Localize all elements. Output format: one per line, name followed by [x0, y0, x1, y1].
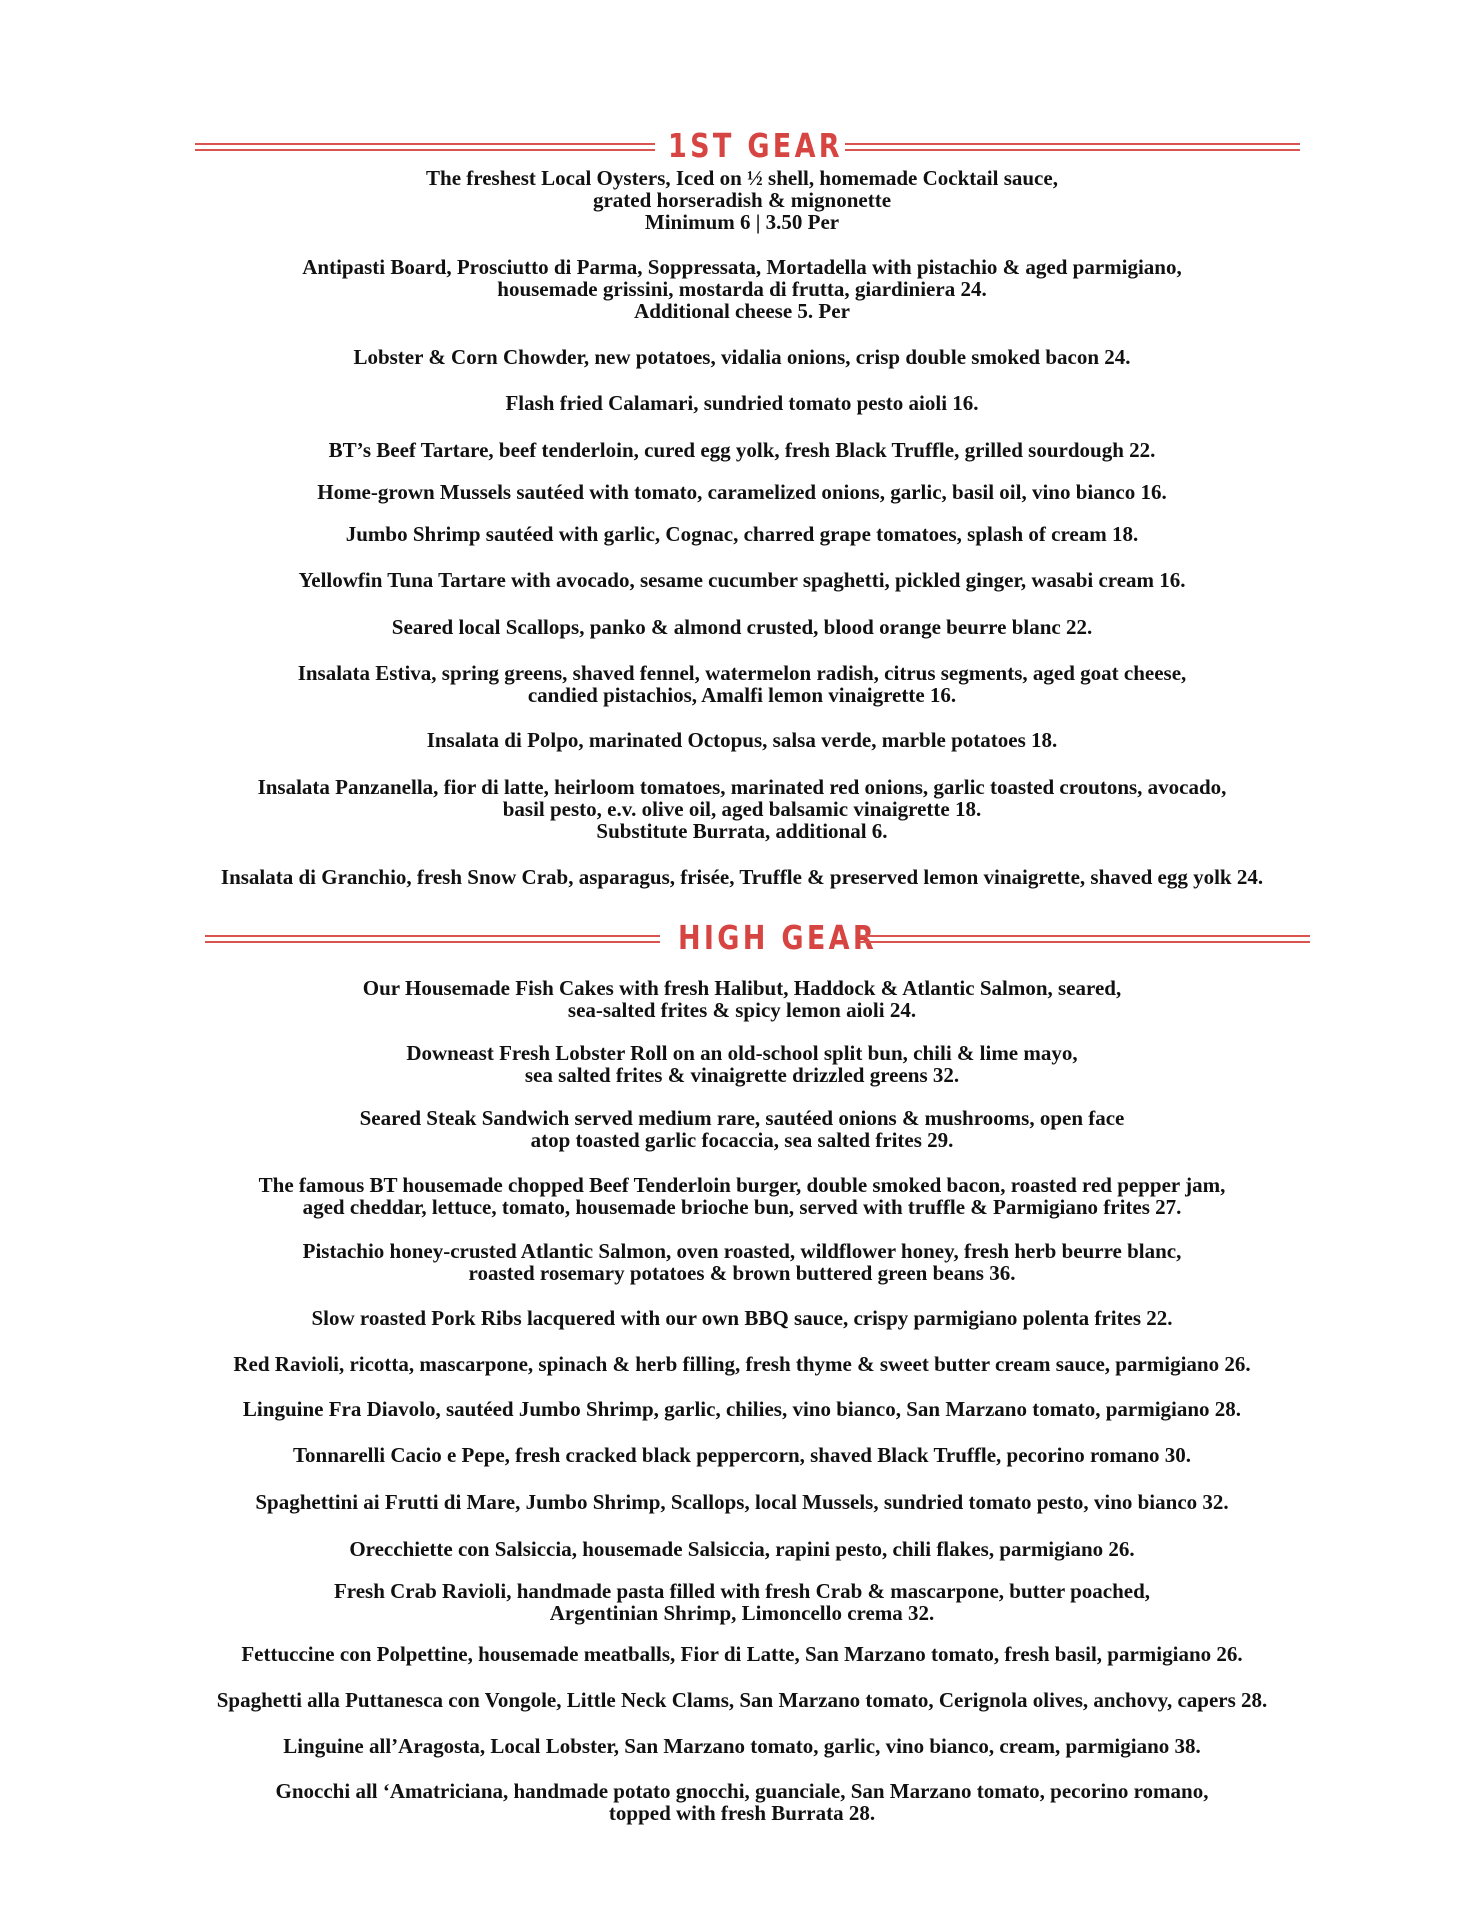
menu-item-line: Orecchiette con Salsiccia, housemade Salsiccia, rapini pesto, chili flakes, parmigiano 26. [349, 1537, 1135, 1561]
menu-item-line: BT’s Beef Tartare, beef tenderloin, cured egg yolk, fresh Black Truffle, grilled sourdough 22. [328, 438, 1156, 462]
menu-item-line: Linguine all’Aragosta, Local Lobster, San Marzano tomato, garlic, vino bianco, cream, parmigiano 38. [283, 1734, 1201, 1758]
menu-item-line: Yellowfin Tuna Tartare with avocado, sesame cucumber spaghetti, pickled ginger, wasabi cream 16. [298, 568, 1186, 592]
menu-item-tuna-tartare [0, 569, 1484, 591]
menu-item-line: Fresh Crab Ravioli, handmade pasta filled with fresh Crab & mascarpone, butter poached, [333, 1579, 1151, 1603]
menu-item-spaghettini-frutti-di-mare [0, 1491, 1484, 1513]
menu-item-line: basil pesto, e.v. olive oil, aged balsamic vinaigrette 18. [502, 797, 982, 821]
menu-item-line: roasted rosemary potatoes & brown buttered green beans 36. [468, 1261, 1016, 1285]
menu-item-line: Substitute Burrata, additional 6. [596, 819, 888, 843]
menu-item-jumbo-shrimp [0, 523, 1484, 545]
menu-item-spaghetti-puttanesca [0, 1689, 1484, 1711]
menu-item-tonnarelli [0, 1444, 1484, 1466]
menu-item-orecchiette [0, 1538, 1484, 1560]
menu-item-line: Antipasti Board, Prosciutto di Parma, Soppressata, Mortadella with pistachio & aged parmigiano, [302, 255, 1182, 279]
menu-item-line: atop toasted garlic focaccia, sea salted frites 29. [530, 1128, 954, 1152]
menu-item-line: Our Housemade Fish Cakes with fresh Halibut, Haddock & Atlantic Salmon, seared, [362, 976, 1122, 1000]
menu-item-antipasti-board [0, 256, 1484, 322]
menu-item-steak-sandwich [0, 1107, 1484, 1151]
menu-item-lobster-chowder [0, 346, 1484, 368]
header-rule-left [205, 935, 660, 943]
menu-item-red-ravioli [0, 1353, 1484, 1375]
menu-item-beef-tartare [0, 439, 1484, 461]
header-rule-left [195, 143, 655, 151]
menu-item-line: Spaghetti alla Puttanesca con Vongole, Little Neck Clams, San Marzano tomato, Cerignola olives, anchovy, capers 28. [216, 1688, 1268, 1712]
menu-item-linguine-aragosta [0, 1735, 1484, 1757]
menu-item-pork-ribs [0, 1307, 1484, 1329]
menu-item-mussels [0, 481, 1484, 503]
section-title: HIGH GEAR [678, 918, 877, 957]
menu-item-line: topped with fresh Burrata 28. [608, 1801, 876, 1825]
menu-item-line: Insalata di Granchio, fresh Snow Crab, asparagus, frisée, Truffle & preserved lemon vinaigrette, shaved egg yolk 24. [220, 865, 1264, 889]
menu-item-line: Lobster & Corn Chowder, new potatoes, vidalia onions, crisp double smoked bacon 24. [353, 345, 1131, 369]
menu-item-line: sea-salted frites & spicy lemon aioli 24. [567, 998, 917, 1022]
menu-item-line: Linguine Fra Diavolo, sautéed Jumbo Shrimp, garlic, chilies, vino bianco, San Marzano tomato, parmigiano 28. [242, 1397, 1242, 1421]
menu-item-line: The freshest Local Oysters, Iced on ½ shell, homemade Cocktail sauce, [426, 166, 1058, 190]
menu-item-line: Red Ravioli, ricotta, mascarpone, spinach & herb filling, fresh thyme & sweet butter cream sauce, parmigiano 26. [233, 1352, 1251, 1376]
menu-item-line: Argentinian Shrimp, Limoncello crema 32. [549, 1601, 935, 1625]
menu-item-line: Insalata Panzanella, fior di latte, heirloom tomatoes, marinated red onions, garlic toasted croutons, avocado, [257, 775, 1227, 799]
menu-item-insalata-granchio [0, 866, 1484, 888]
menu-item-line: Fettuccine con Polpettine, housemade meatballs, Fior di Latte, San Marzano tomato, fresh basil, parmigiano 26. [241, 1642, 1243, 1666]
menu-item-line: sea salted frites & vinaigrette drizzled greens 32. [524, 1063, 960, 1087]
section-header-high-gear [205, 916, 1310, 960]
menu-item-linguine-fra-diavolo [0, 1398, 1484, 1420]
menu-item-line: Spaghettini ai Frutti di Mare, Jumbo Shrimp, Scallops, local Mussels, sundried tomato pesto, vino bianco 32. [255, 1490, 1229, 1514]
menu-item-line: Insalata di Polpo, marinated Octopus, salsa verde, marble potatoes 18. [426, 728, 1058, 752]
header-rule-right [860, 935, 1310, 943]
menu-item-fettuccine-polpettine [0, 1643, 1484, 1665]
menu-item-insalata-polpo [0, 729, 1484, 751]
menu-item-line: housemade grissini, mostarda di frutta, giardiniera 24. [497, 277, 987, 301]
menu-item-insalata-estiva [0, 662, 1484, 706]
menu-item-line: Seared Steak Sandwich served medium rare, sautéed onions & mushrooms, open face [359, 1106, 1125, 1130]
menu-item-line: Downeast Fresh Lobster Roll on an old-school split bun, chili & lime mayo, [406, 1041, 1078, 1065]
menu-item-line: Tonnarelli Cacio e Pepe, fresh cracked black peppercorn, shaved Black Truffle, pecorino romano 30. [292, 1443, 1192, 1467]
menu-item-bt-burger [0, 1174, 1484, 1218]
menu-item-lobster-roll [0, 1042, 1484, 1086]
header-rule-right [845, 143, 1300, 151]
menu-item-line: candied pistachios, Amalfi lemon vinaigrette 16. [527, 683, 957, 707]
menu-item-oysters [0, 167, 1484, 233]
menu-item-calamari [0, 392, 1484, 414]
menu-item-line: Jumbo Shrimp sautéed with garlic, Cognac, charred grape tomatoes, splash of cream 18. [345, 522, 1139, 546]
menu-item-line: Insalata Estiva, spring greens, shaved fennel, watermelon radish, citrus segments, aged goat cheese, [297, 661, 1187, 685]
menu-item-line: The famous BT housemade chopped Beef Tenderloin burger, double smoked bacon, roasted red pepper jam, [258, 1173, 1226, 1197]
section-title: 1ST GEAR [668, 126, 843, 165]
menu-item-gnocchi-amatriciana [0, 1780, 1484, 1824]
menu-item-fish-cakes [0, 977, 1484, 1021]
menu-item-line: Slow roasted Pork Ribs lacquered with our own BBQ sauce, crispy parmigiano polenta frites 22. [311, 1306, 1173, 1330]
menu-item-line: Home-grown Mussels sautéed with tomato, caramelized onions, garlic, basil oil, vino bianco 16. [317, 480, 1167, 504]
menu-item-salmon [0, 1240, 1484, 1284]
menu-item-line: aged cheddar, lettuce, tomato, housemade brioche bun, served with truffle & Parmigiano frites 27. [302, 1195, 1182, 1219]
menu-item-crab-ravioli [0, 1580, 1484, 1624]
menu-item-line: Flash fried Calamari, sundried tomato pesto aioli 16. [505, 391, 979, 415]
menu-item-line: Pistachio honey-crusted Atlantic Salmon, oven roasted, wildflower honey, fresh herb beurre blanc, [302, 1239, 1182, 1263]
section-header-1st-gear [195, 124, 1300, 168]
menu-item-insalata-panzanella [0, 776, 1484, 842]
menu-item-line: grated horseradish & mignonette [592, 188, 892, 212]
menu-item-line: Additional cheese 5. Per [634, 299, 850, 323]
menu-item-line: Minimum 6 | 3.50 Per [644, 210, 840, 234]
menu-item-line: Gnocchi all ‘Amatriciana, handmade potato gnocchi, guanciale, San Marzano tomato, pecorino romano, [275, 1779, 1209, 1803]
menu-item-line: Seared local Scallops, panko & almond crusted, blood orange beurre blanc 22. [391, 615, 1093, 639]
menu-item-scallops [0, 616, 1484, 638]
